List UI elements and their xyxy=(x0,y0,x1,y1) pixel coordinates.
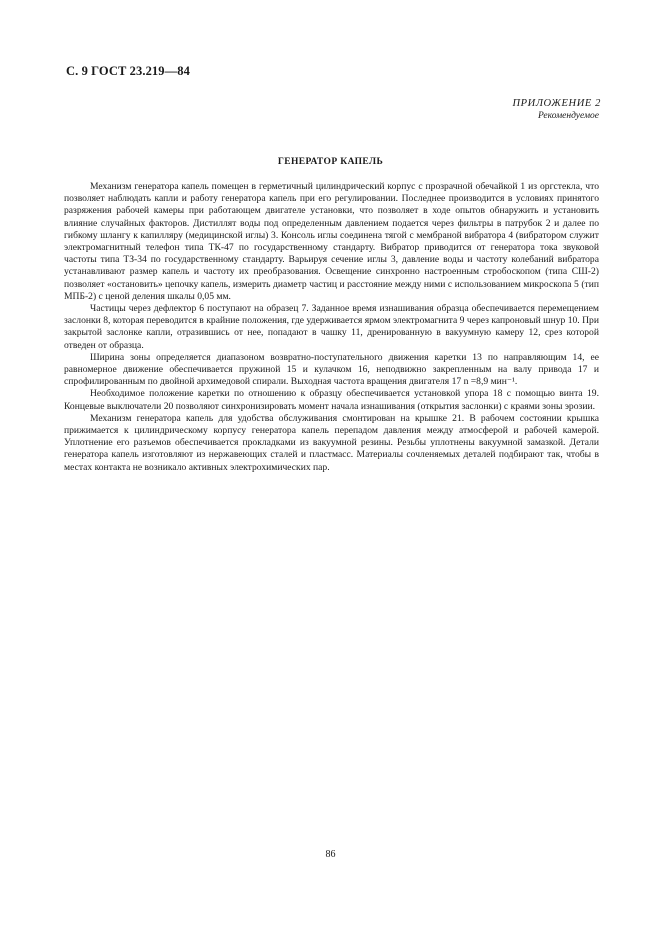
standard-code-header: С. 9 ГОСТ 23.219—84 xyxy=(66,64,190,78)
appendix-title: ПРИЛОЖЕНИЕ 2 xyxy=(512,98,601,109)
appendix-subtitle: Рекомендуемое xyxy=(537,111,599,121)
paragraph-1: Механизм генератора капель помещен в герметичный цилиндрический корпус с прозрачной обечайкой 1 из оргстекла, что позволяет наблюдать капли и работу генератора капель при его регулировании. Последнее производится в условиях принятого разряжения рабочей камеры при работающем двигателе установки, что позволяет в ходе опытов обнаружить и установить влияние случайных факторов. Дистиллят воды под определенным давлением подается через фильтры в патрубок 2 и далее по гибкому шлангу к капилляру (медицинской иглы) 3. Консоль иглы соединена тягой с мембраной вибратора 4 (вибратором служит электромагнитный телефон типа ТК-47 по государственному стандарту. Вибратор приводится от генератора тока звуковой частоты типа ТЗ-34 по государственному стандарту. Варьируя сечение иглы 3, давление воды и частоту колебаний вибратора устанавливают размер капель и частоту их преобразования. Освещение синхронно настроенным стробоскопом (типа СШ-2) позволяет «остановить» цепочку капель, измерить диаметр частиц и расстояние между ними с использованием микроскопа 5 (тип МПБ-2) с ценой деления шкалы 0,05 мм. xyxy=(64,181,599,302)
paragraph-4: Необходимое положение каретки по отношению к образцу обеспечивается установкой упора 18 с помощью винта 19. Концевые выключатели 20 позволяют синхронизировать момент начала изнашивания (открытия заслонки) с краями зоны эрозии. xyxy=(64,388,599,412)
page-number: 86 xyxy=(325,849,336,860)
paragraph-2: Частицы через дефлектор 6 поступают на образец 7. Заданное время изнашивания образца обеспечивается перемещением заслонки 8, которая переводится в крайние положения, где удерживается ярмом электромагнита 9 через капроновый шнур 10. При закрытой заслонке капли, отразившись от нее, попадают в чашку 11, дренированную в вакуумную камеру 12, срез которой отведен от образца. xyxy=(64,303,599,351)
section-title: ГЕНЕРАТОР КАПЕЛЬ xyxy=(277,157,384,167)
body-text xyxy=(64,181,599,474)
paragraph-3: Ширина зоны определяется диапазоном возвратно-поступательного движения каретки 13 по направляющим 14, ее равномерное движение обеспечивается пружиной 15 и кулачком 16, неподвижно закрепленным на валу привода 17 и спрофилированным по двойной архимедовой спирали. Выходная частота вращения двигателя 17 n =8,9 мин⁻¹. xyxy=(64,351,599,388)
appendix-label xyxy=(512,98,601,122)
paragraph-5: Механизм генератора капель для удобства обслуживания смонтирован на крышке 21. В рабочем состоянии крышка прижимается к цилиндрическому корпусу генератора капель перепадом давления между атмосферой и рабочей камерой. Уплотнение его разъемов обеспечивается прокладками из вакуумной резины. Резьбы уплотнены вакуумной замазкой. Детали генератора капель изготовляют из нержавеющих сталей и пластмасс. Материалы сочленяемых деталей подбирают так, чтобы в местах контакта не возникало активных электрохимических пар. xyxy=(64,412,599,473)
